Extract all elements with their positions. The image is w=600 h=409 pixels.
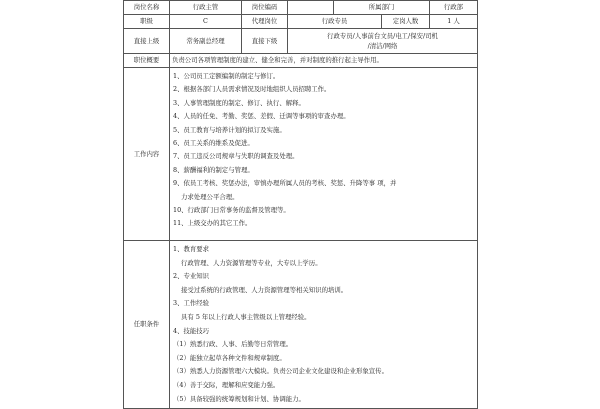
department-value: 行政部 [430, 1, 478, 15]
qualification-detail: 接受过系统的行政管理、人力资源管理等相关知识的培训。 [181, 285, 348, 294]
duty-item: 6、员工关系的维系及促进。 [173, 138, 254, 147]
duty-item: 8、薪酬福利的制定与管理。 [173, 165, 254, 174]
qualification-heading: 4、技能技巧 [173, 326, 210, 335]
header-row-1 [124, 1, 478, 15]
duty-item: 9、依员工考核、奖惩办法，审慎办理所属人员的考核、奖惩、升降等事 项，并 [173, 179, 397, 188]
level-label: 职级 [124, 15, 170, 29]
skill-item: （3）熟悉人力资源管理六大模块。负责公司企业文化建设和企业形象宣传。 [173, 367, 388, 376]
qualifications-label: 任职条件 [124, 241, 170, 409]
subordinate-value-line1: 行政专员/人事前台文员/电工/保安/司机 [327, 32, 438, 40]
superior-value: 常务副总经理 [170, 29, 242, 54]
qualification-heading: 1、教育要求 [173, 245, 210, 253]
duty-item-continued: 力求处理公平合理。 [181, 192, 239, 201]
duty-item: 5、员工教育与培养计划的拟订及实施。 [173, 125, 286, 134]
duty-item: 1、公司员工定额编制的制定与修订。 [173, 72, 280, 80]
duty-item: 3、人事管理制度的制定、修订、执行、解释。 [173, 98, 305, 107]
qualification-heading: 3、工作经验 [173, 299, 210, 308]
duty-item: 11、上级交办的其它工作。 [173, 219, 252, 228]
duties-label: 工作内容 [124, 68, 170, 241]
header-row-3 [124, 29, 478, 54]
headcount-label: 定岗人数 [382, 15, 430, 29]
skill-item: （5）具备较强的统筹规划和计划、协调能力。 [173, 394, 305, 403]
summary-label: 职位概要 [124, 54, 170, 68]
position-name-label: 岗位名称 [124, 1, 170, 15]
qualifications-list [170, 241, 478, 409]
summary-row [124, 54, 478, 68]
position-name-value: 行政主管 [170, 1, 242, 15]
job-description-document [123, 0, 477, 403]
level-value: C [170, 15, 242, 29]
skill-item: （2）能独立起草各种文件和规章制度。 [173, 353, 286, 362]
subordinate-value-line2: /清洁/网络 [367, 42, 398, 50]
subordinate-value [288, 29, 478, 54]
duties-list [170, 68, 478, 241]
position-code-label: 岗位编码 [242, 1, 288, 15]
qualification-detail: 行政管理、人力资源管理等专业，大专以上学历。 [181, 258, 322, 267]
summary-value: 负责公司各项管理制度的建立、健全和完善，并对制度的推行起主导作用。 [170, 54, 478, 68]
department-label: 所属部门 [334, 1, 430, 15]
duty-item: 2、根据各部门人员需求情况及时地组织人员招聘工作。 [173, 85, 331, 94]
superior-label: 直接上级 [124, 29, 170, 54]
deputy-label: 代理岗位 [242, 15, 288, 29]
qualifications-row [124, 241, 478, 409]
duties-row [124, 68, 478, 241]
duty-item: 4、人员的任免、考勤、奖惩、差假、迁调等事项的审查办理。 [173, 112, 350, 121]
position-code-value [288, 1, 334, 15]
header-row-2 [124, 15, 478, 29]
skill-item: （4）善于交际，理解和应变能力强。 [173, 380, 280, 389]
subordinate-label: 直接下级 [242, 29, 288, 54]
qualification-heading: 2、专业知识 [173, 272, 210, 281]
duty-item: 7、员工违反公司规章与失职的调查及处理。 [173, 152, 299, 161]
qualification-detail: 具有 5 年以上行政人事主管级以上管理经验。 [181, 312, 311, 321]
skill-item: （1）熟悉行政、人事、后勤等日常管理。 [173, 340, 293, 349]
job-description-table [123, 0, 478, 409]
duty-item: 10、行政部门日常事务的监督及管理等。 [173, 205, 290, 214]
deputy-value: 行政专员 [288, 15, 382, 29]
headcount-value: 1 人 [430, 15, 478, 29]
